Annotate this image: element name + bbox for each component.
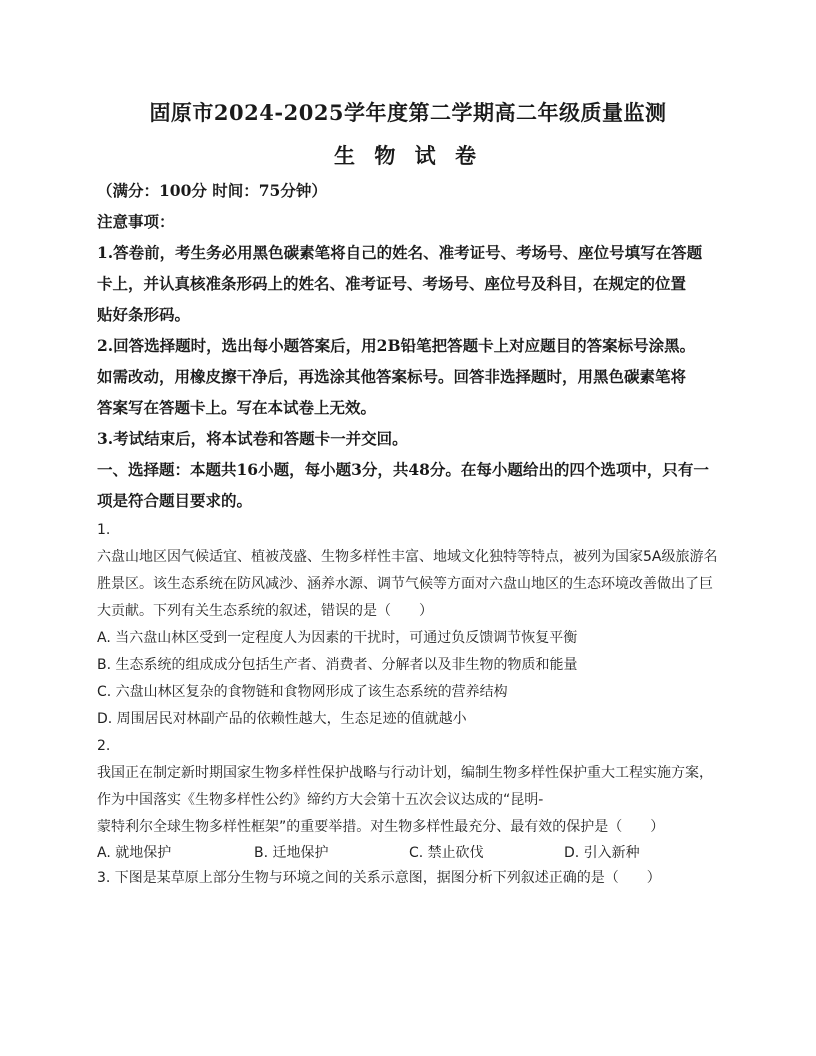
question-number: 1.	[97, 522, 111, 538]
question-1	[97, 517, 727, 733]
question-stem-line: 六盘山地区因气候适宜、植被茂盛、生物多样性丰富、地域文化独特等特点，被列为国家5A级旅游名	[97, 549, 718, 565]
question-option: D. 引入新种	[564, 845, 640, 861]
notice-line: 如需改动，用橡皮擦干净后，再选涂其他答案标号。回答非选择题时，用黑色碳素笔将	[97, 367, 687, 386]
exam-subject-title: 生 物 试 卷	[334, 143, 482, 168]
exam-info-block	[97, 175, 727, 516]
question-stem-line: 胜景区。该生态系统在防风减沙、涵养水源、调节气候等方面对六盘山地区的生态环境改善做出了巨	[97, 576, 713, 592]
question-stem-line: 我国正在制定新时期国家生物多样性保护战略与行动计划，编制生物多样性保护重大工程实施方案，	[97, 765, 713, 781]
question-option: C. 禁止砍伐	[409, 845, 484, 861]
question-option: D. 周围居民对林副产品的依赖性越大，生态足迹的值就越小	[97, 711, 467, 727]
exam-info: （满分：100分 时间：75分钟）	[97, 181, 327, 200]
question-number: 2.	[97, 738, 111, 754]
question-stem-line: 蒙特利尔全球生物多样性框架”的重要举措。对生物多样性最充分、最有效的保护是（ ）	[97, 819, 665, 835]
notice-line: 3.考试结束后，将本试卷和答题卡一并交回。	[97, 429, 408, 448]
section-heading-line: 项是符合题目要求的。	[97, 491, 253, 510]
section-heading-line: 一、选择题：本题共16小题，每小题3分，共48分。在每小题给出的四个选项中，只有一	[97, 460, 709, 479]
question-option: B. 生态系统的组成成分包括生产者、消费者、分解者以及非生物的物质和能量	[97, 657, 578, 673]
question-option: A. 当六盘山林区受到一定程度人为因素的干扰时，可通过负反馈调节恢复平衡	[97, 630, 578, 646]
notice-line: 2.回答选择题时，选出每小题答案后，用2B铅笔把答题卡上对应题目的答案标号涂黑。	[97, 336, 696, 355]
question-stem-line: 3. 下图是某草原上部分生物与环境之间的关系示意图，据图分析下列叙述正确的是（ ）	[97, 870, 661, 886]
notice-line: 卡上，并认真核准条形码上的姓名、准考证号、考场号、座位号及科目，在规定的位置	[97, 274, 687, 293]
question-option: A. 就地保护	[97, 845, 172, 861]
notice-line: 贴好条形码。	[97, 305, 191, 324]
notice-heading: 注意事项：	[97, 212, 175, 231]
question-option: B. 迁地保护	[254, 845, 329, 861]
exam-title: 固原市2024-2025学年度第二学期高二年级质量监测	[149, 100, 667, 125]
question-2	[97, 733, 727, 841]
question-2-options	[97, 842, 727, 862]
question-option: C. 六盘山林区复杂的食物链和食物网形成了该生态系统的营养结构	[97, 684, 508, 700]
notice-line: 答案写在答题卡上。写在本试卷上无效。	[97, 398, 377, 417]
question-stem-line: 大贡献。下列有关生态系统的叙述，错误的是（ ）	[97, 603, 433, 619]
question-stem-line: 作为中国落实《生物多样性公约》缔约方大会第十五次会议达成的“昆明-	[97, 792, 544, 808]
question-3	[97, 865, 727, 892]
notice-line: 1.答卷前，考生务必用黑色碳素笔将自己的姓名、准考证号、考场号、座位号填写在答题	[97, 243, 703, 262]
